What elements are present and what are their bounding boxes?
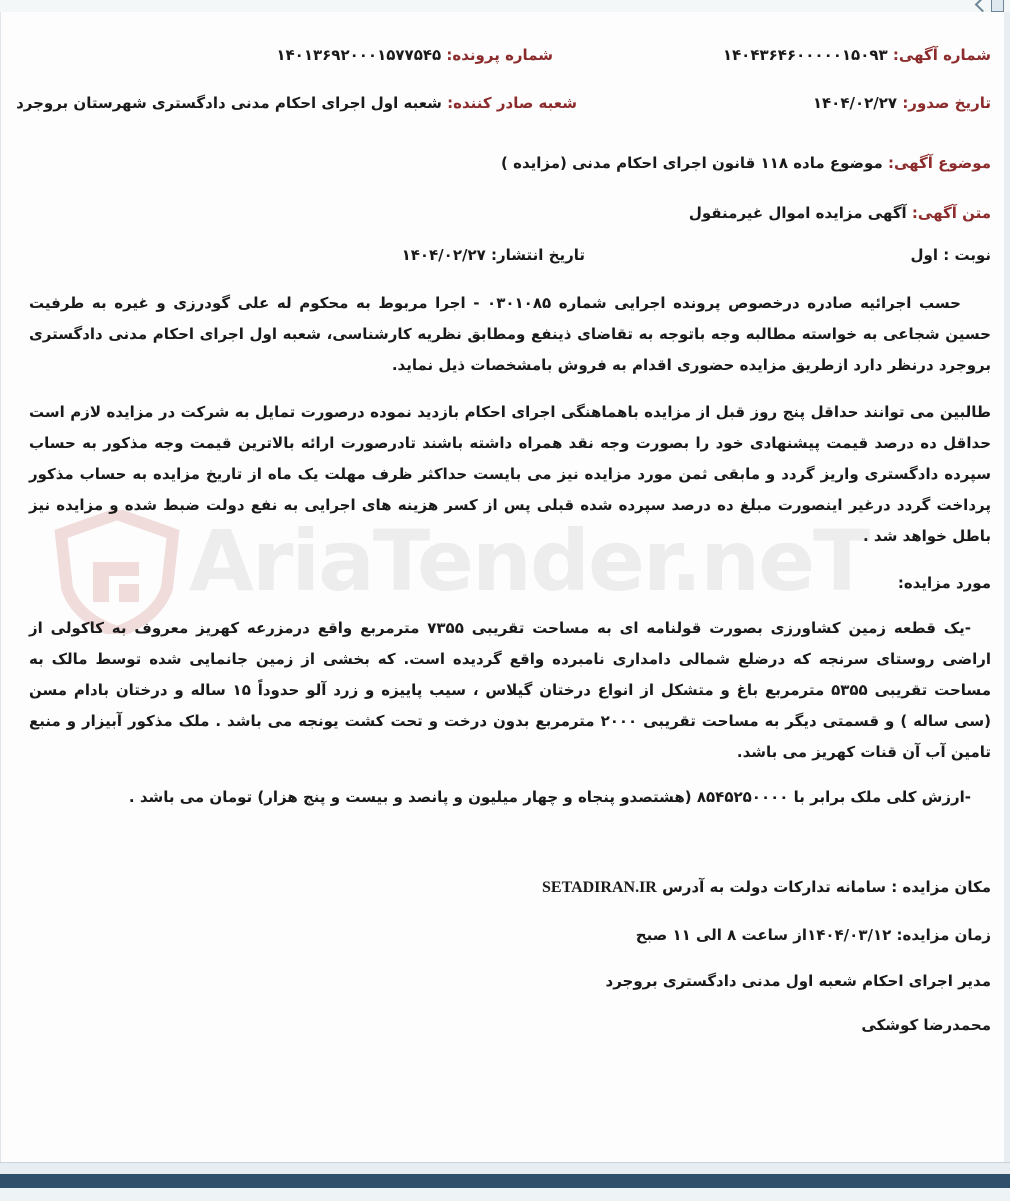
- taskbar: [0, 1174, 1010, 1188]
- case-number-value: ۱۴۰۱۳۶۹۲۰۰۰۱۵۷۷۵۴۵: [276, 46, 442, 64]
- auction-place-site: SETADIRAN.IR: [542, 879, 657, 896]
- subject-field: [501, 154, 991, 172]
- notice-page: [0, 12, 1006, 1162]
- round-text: نوبت : اول: [910, 246, 991, 264]
- notice-number-value: ۱۴۰۴۳۶۴۶۰۰۰۰۰۱۵۰۹۳: [722, 46, 888, 64]
- watermark-text: AriaTender.neT: [189, 512, 869, 610]
- paragraph-property-description: -یک قطعه زمین کشاورزی بصورت قولنامه ای به مساحت تقریبی ۷۳۵۵ مترمربع واقع درمزرعه کهریز معروف به کاکولی از اراضی روستای سرنجه که درضلع شمالی دامداری نامبرده واقع گردیده است. که بخشی از زمین جانمایی شده توسط مالک به مساحت تقریبی ۵۳۵۵ مترمربع باغ و متشکل از انواع درختان گیلاس ، سیب پاییزه و زرد آلو حدوداً ۱۵ ساله و درختان بادام مسن (سی ساله ) و قسمتی دیگر به مساحت تقریبی ۲۰۰۰ مترمربع بدون درخت و تحت کشت یونجه می باشد . ملک مذکور آبیزار و منبع تامین آب آن قنات کهریز می باشد.: [29, 619, 991, 761]
- paragraph-property-value: -ارزش کلی ملک برابر با ۸۵۴۵۲۵۰۰۰۰ (هشتصدو پنجاه و چهار میلیون و پانصد و بیست و پنج هزار) تومان می باشد .: [128, 788, 971, 806]
- notice-number-field: [723, 46, 991, 64]
- signer-name: محمدرضا کوشکی: [861, 1016, 991, 1034]
- notice-text-field: [689, 204, 991, 222]
- subject-label: موضوع آگهی:: [887, 154, 991, 172]
- auction-item-heading: مورد مزایده:: [897, 574, 991, 592]
- issue-date-label: تاریخ صدور:: [902, 94, 991, 112]
- manager-title: مدیر اجرای احکام شعبه اول مدنی دادگستری بروجرد: [605, 972, 991, 990]
- bottom-panel: [0, 1162, 1010, 1188]
- up-arrow-icon[interactable]: [975, 0, 991, 12]
- subject-value: موضوع ماده ۱۱۸ قانون اجرای احکام مدنی (مزایده ): [501, 154, 883, 172]
- auction-place-value: سامانه تدارکات دولت به آدرس: [662, 878, 886, 896]
- notice-text-title: آگهی مزایده اموال غیرمنقول: [688, 204, 907, 222]
- window-control-icon[interactable]: [991, 0, 1004, 12]
- issuer-value: شعبه اول اجرای احکام مدنی دادگستری شهرستان بروجرد: [16, 94, 442, 112]
- issuer-label: شعبه صادر کننده:: [447, 94, 577, 112]
- vertical-scrollbar[interactable]: [1004, 12, 1010, 1162]
- paragraph-bidder-conditions: طالبین می توانند حداقل پنج روز قبل از مزایده باهماهنگی اجرای احکام بازدید نموده درصورت تمایل به شرکت در مزایده لازم است حداقل ده درصد قیمت پیشنهادی خود را بصورت وجه نقد همراه داشته باشند تادرصورت ارائه بالاترین قیمت وجه مذکور به حساب سپرده دادگستری واریز گردد و مابقی ثمن مورد مزایده نیز می بایست حداکثر ظرف مهلت یک ماه از تاریخ مزایده به حساب مذکور پرداخت گردد درغیر اینصورت مبلغ ده درصد سپرده شده قبلی پس از کسر هزینه های اجرایی به نفع دولت ضبط شده و مزایده نیز باطل خواهد شد .: [29, 403, 991, 545]
- paragraph-execution-order: حسب اجرائیه صادره درخصوص پرونده اجرایی شماره ۰۳۰۱۰۸۵ - اجرا مربوط به محکوم له علی گودرزی و غیره به طرفیت حسین شجاعی به خواسته مطالبه وجه باتوجه به تقاضای ذینفع ومطابق نظریه کارشناسی، شعبه اول اجرای احکام مدنی دادگستری بروجرد درنظر دارد ازطریق مزایده حضوری اقدام به فروش بامشخصات ذیل نماید.: [29, 294, 991, 374]
- issue-date-value: ۱۴۰۴/۰۲/۲۷: [812, 94, 898, 112]
- issuer-field: [16, 94, 577, 112]
- case-number-field: [276, 46, 553, 64]
- auction-place-field: [542, 878, 991, 897]
- publish-date-label: تاریخ انتشار:: [491, 246, 585, 264]
- issue-date-field: [813, 94, 991, 112]
- case-number-label: شماره پرونده:: [446, 46, 553, 64]
- auction-time-label: زمان مزایده:: [896, 926, 991, 944]
- auction-time-value: ۱۴۰۴/۰۳/۱۲از ساعت ۸ الی ۱۱ صبح: [635, 926, 892, 944]
- publish-date-value: ۱۴۰۴/۰۲/۲۷: [401, 246, 486, 264]
- notice-number-label: شماره آگهی:: [892, 46, 991, 64]
- auction-place-label: مکان مزایده :: [891, 878, 991, 896]
- publish-date-field: [402, 246, 585, 264]
- notice-text-label: متن آگهی:: [911, 204, 991, 222]
- auction-time-field: [636, 926, 991, 944]
